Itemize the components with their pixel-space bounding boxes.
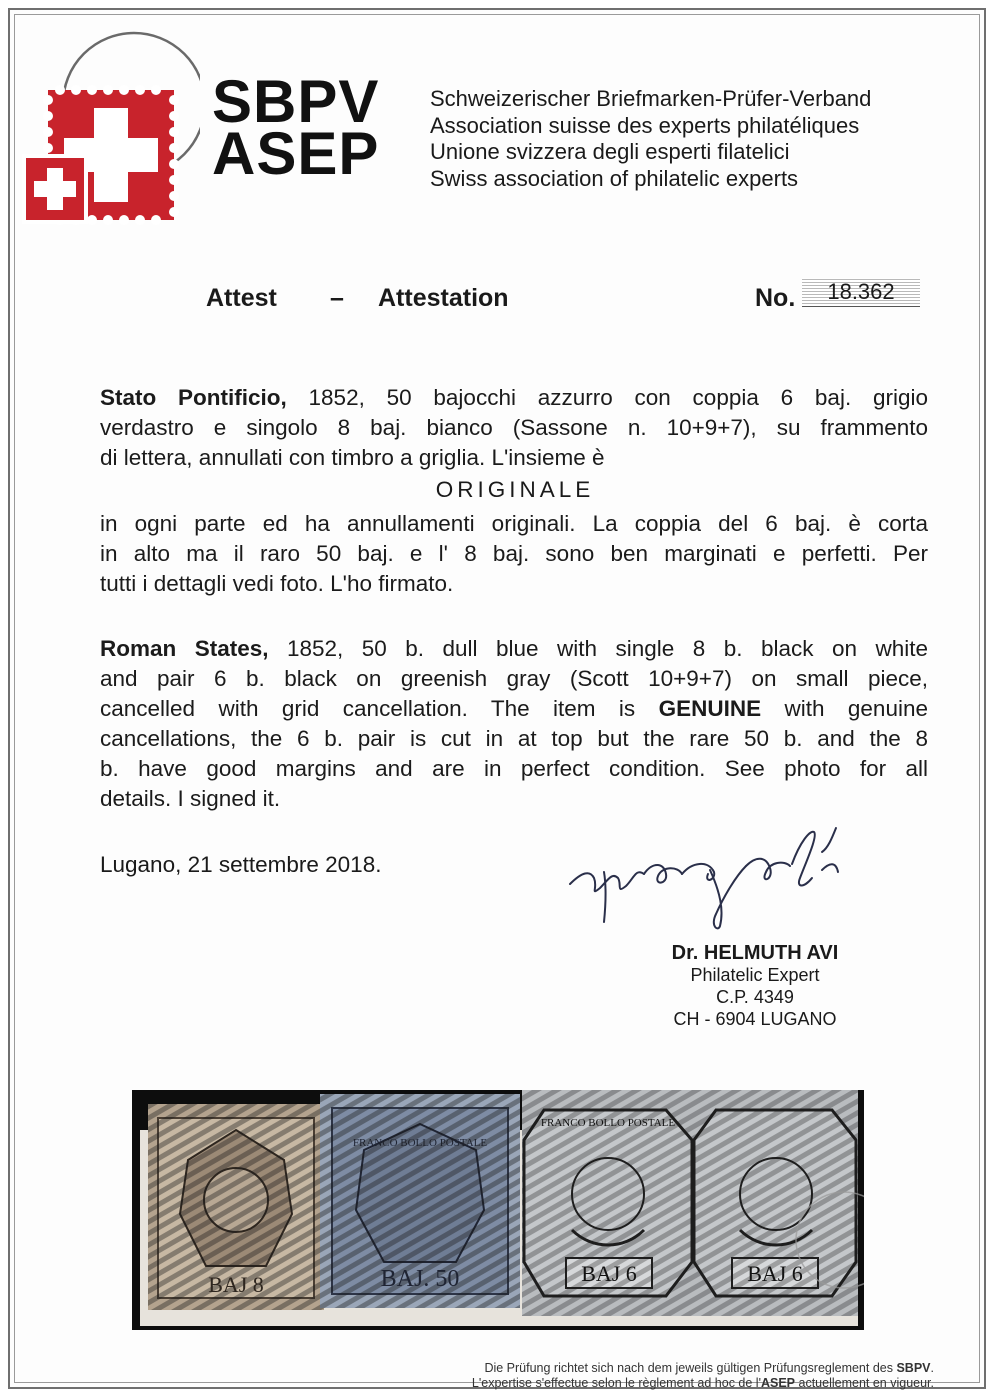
english-description — [100, 634, 928, 814]
expert-name: Dr. HELMUTH AVI — [671, 942, 839, 964]
originale-verdict: ORIGINALE — [435, 477, 595, 502]
genuine-verdict: GENUINE — [658, 696, 762, 721]
certificate-number-label: No. — [755, 284, 796, 312]
english-line-2: and pair 6 b. black on greenish gray (Scott 10+9+7) on small piece, — [100, 666, 928, 691]
english-lead: Roman States, — [100, 636, 269, 661]
english-line-6: details. I signed it. — [100, 786, 281, 811]
english-line-1: Roman States, 1852, 50 b. dull blue with single 8 b. black on white — [100, 636, 928, 661]
stamp-1-label: BAJ 8 — [208, 1272, 264, 1297]
italian-line-1: Stato Pontificio, 1852, 50 bajocchi azzurro con coppia 6 baj. grigio — [100, 385, 928, 410]
place-and-date: Lugano, 21 settembre 2018. — [100, 852, 382, 877]
italian-line-4: in ogni parte ed ha annullamenti originali. La coppia del 6 baj. è corta — [100, 511, 928, 536]
footer-fr: L'expertise s'effectue selon le règlement ad hoc de l'ASEP actuellement en vigueur. — [471, 1376, 934, 1390]
association-name-de: Schweizerischer Briefmarken-Prüfer-Verband — [430, 86, 872, 111]
italian-line-2: verdastro e singolo 8 baj. bianco (Sassone n. 10+9+7), su frammento — [100, 415, 928, 440]
association-name-en: Swiss association of philatelic experts — [430, 165, 799, 191]
italian-description-part1 — [100, 383, 928, 473]
italian-line-3: di lettera, annullati con timbro a griglia. L'insieme è — [100, 445, 605, 470]
stamp-8-baj — [148, 1104, 324, 1310]
sbpv-logo — [18, 26, 200, 228]
italian-lead: Stato Pontificio, — [100, 385, 287, 410]
certificate-number: 18.362 — [802, 278, 920, 307]
stamp-50-baj — [320, 1094, 520, 1308]
title-attest: Attest — [206, 284, 277, 312]
handwritten-signature — [560, 822, 890, 932]
association-name-fr: Association suisse des experts philatéliques — [430, 112, 860, 138]
stamp-2-label: BAJ. 50 — [380, 1266, 460, 1292]
italian-description-part2 — [100, 509, 928, 599]
association-name-it: Unione svizzera degli esperti filatelici — [430, 139, 790, 164]
stamps-photo — [132, 1090, 864, 1330]
italian-line-6: tutti i dettagli vedi foto. L'ho firmato. — [100, 571, 454, 596]
expert-block — [640, 942, 870, 1030]
brand-wordmark — [212, 68, 380, 187]
expert-po-box: C.P. 4349 — [716, 987, 794, 1007]
title-row — [0, 279, 996, 318]
title-dash: – — [330, 284, 344, 312]
expert-city: CH - 6904 LUGANO — [673, 1009, 837, 1029]
footer-de: Die Prüfung richtet sich nach dem jeweils gültigen Prüfungsreglement des SBPV. — [484, 1361, 934, 1375]
brand-sbpv: SBPV — [212, 68, 380, 135]
english-line-5: b. have good margins and are in perfect condition. See photo for all — [100, 756, 928, 781]
brand-asep: ASEP — [212, 120, 380, 187]
association-names — [430, 86, 871, 192]
italian-line-5: in alto ma il raro 50 baj. e l' 8 baj. sono ben marginati e perfetti. Per — [100, 541, 928, 566]
title-attestation: Attestation — [378, 284, 509, 312]
english-line-4: cancellations, the 6 b. pair is cut in at top but the rare 50 b. and the 8 — [100, 726, 928, 751]
expert-title: Philatelic Expert — [690, 965, 820, 985]
logo-small-stamp — [24, 156, 86, 222]
english-line-3: cancelled with grid cancellation. The item is GENUINE with genuine — [100, 696, 928, 721]
footer-note — [472, 1361, 934, 1391]
stamp-6-baj-pair — [522, 1090, 858, 1316]
